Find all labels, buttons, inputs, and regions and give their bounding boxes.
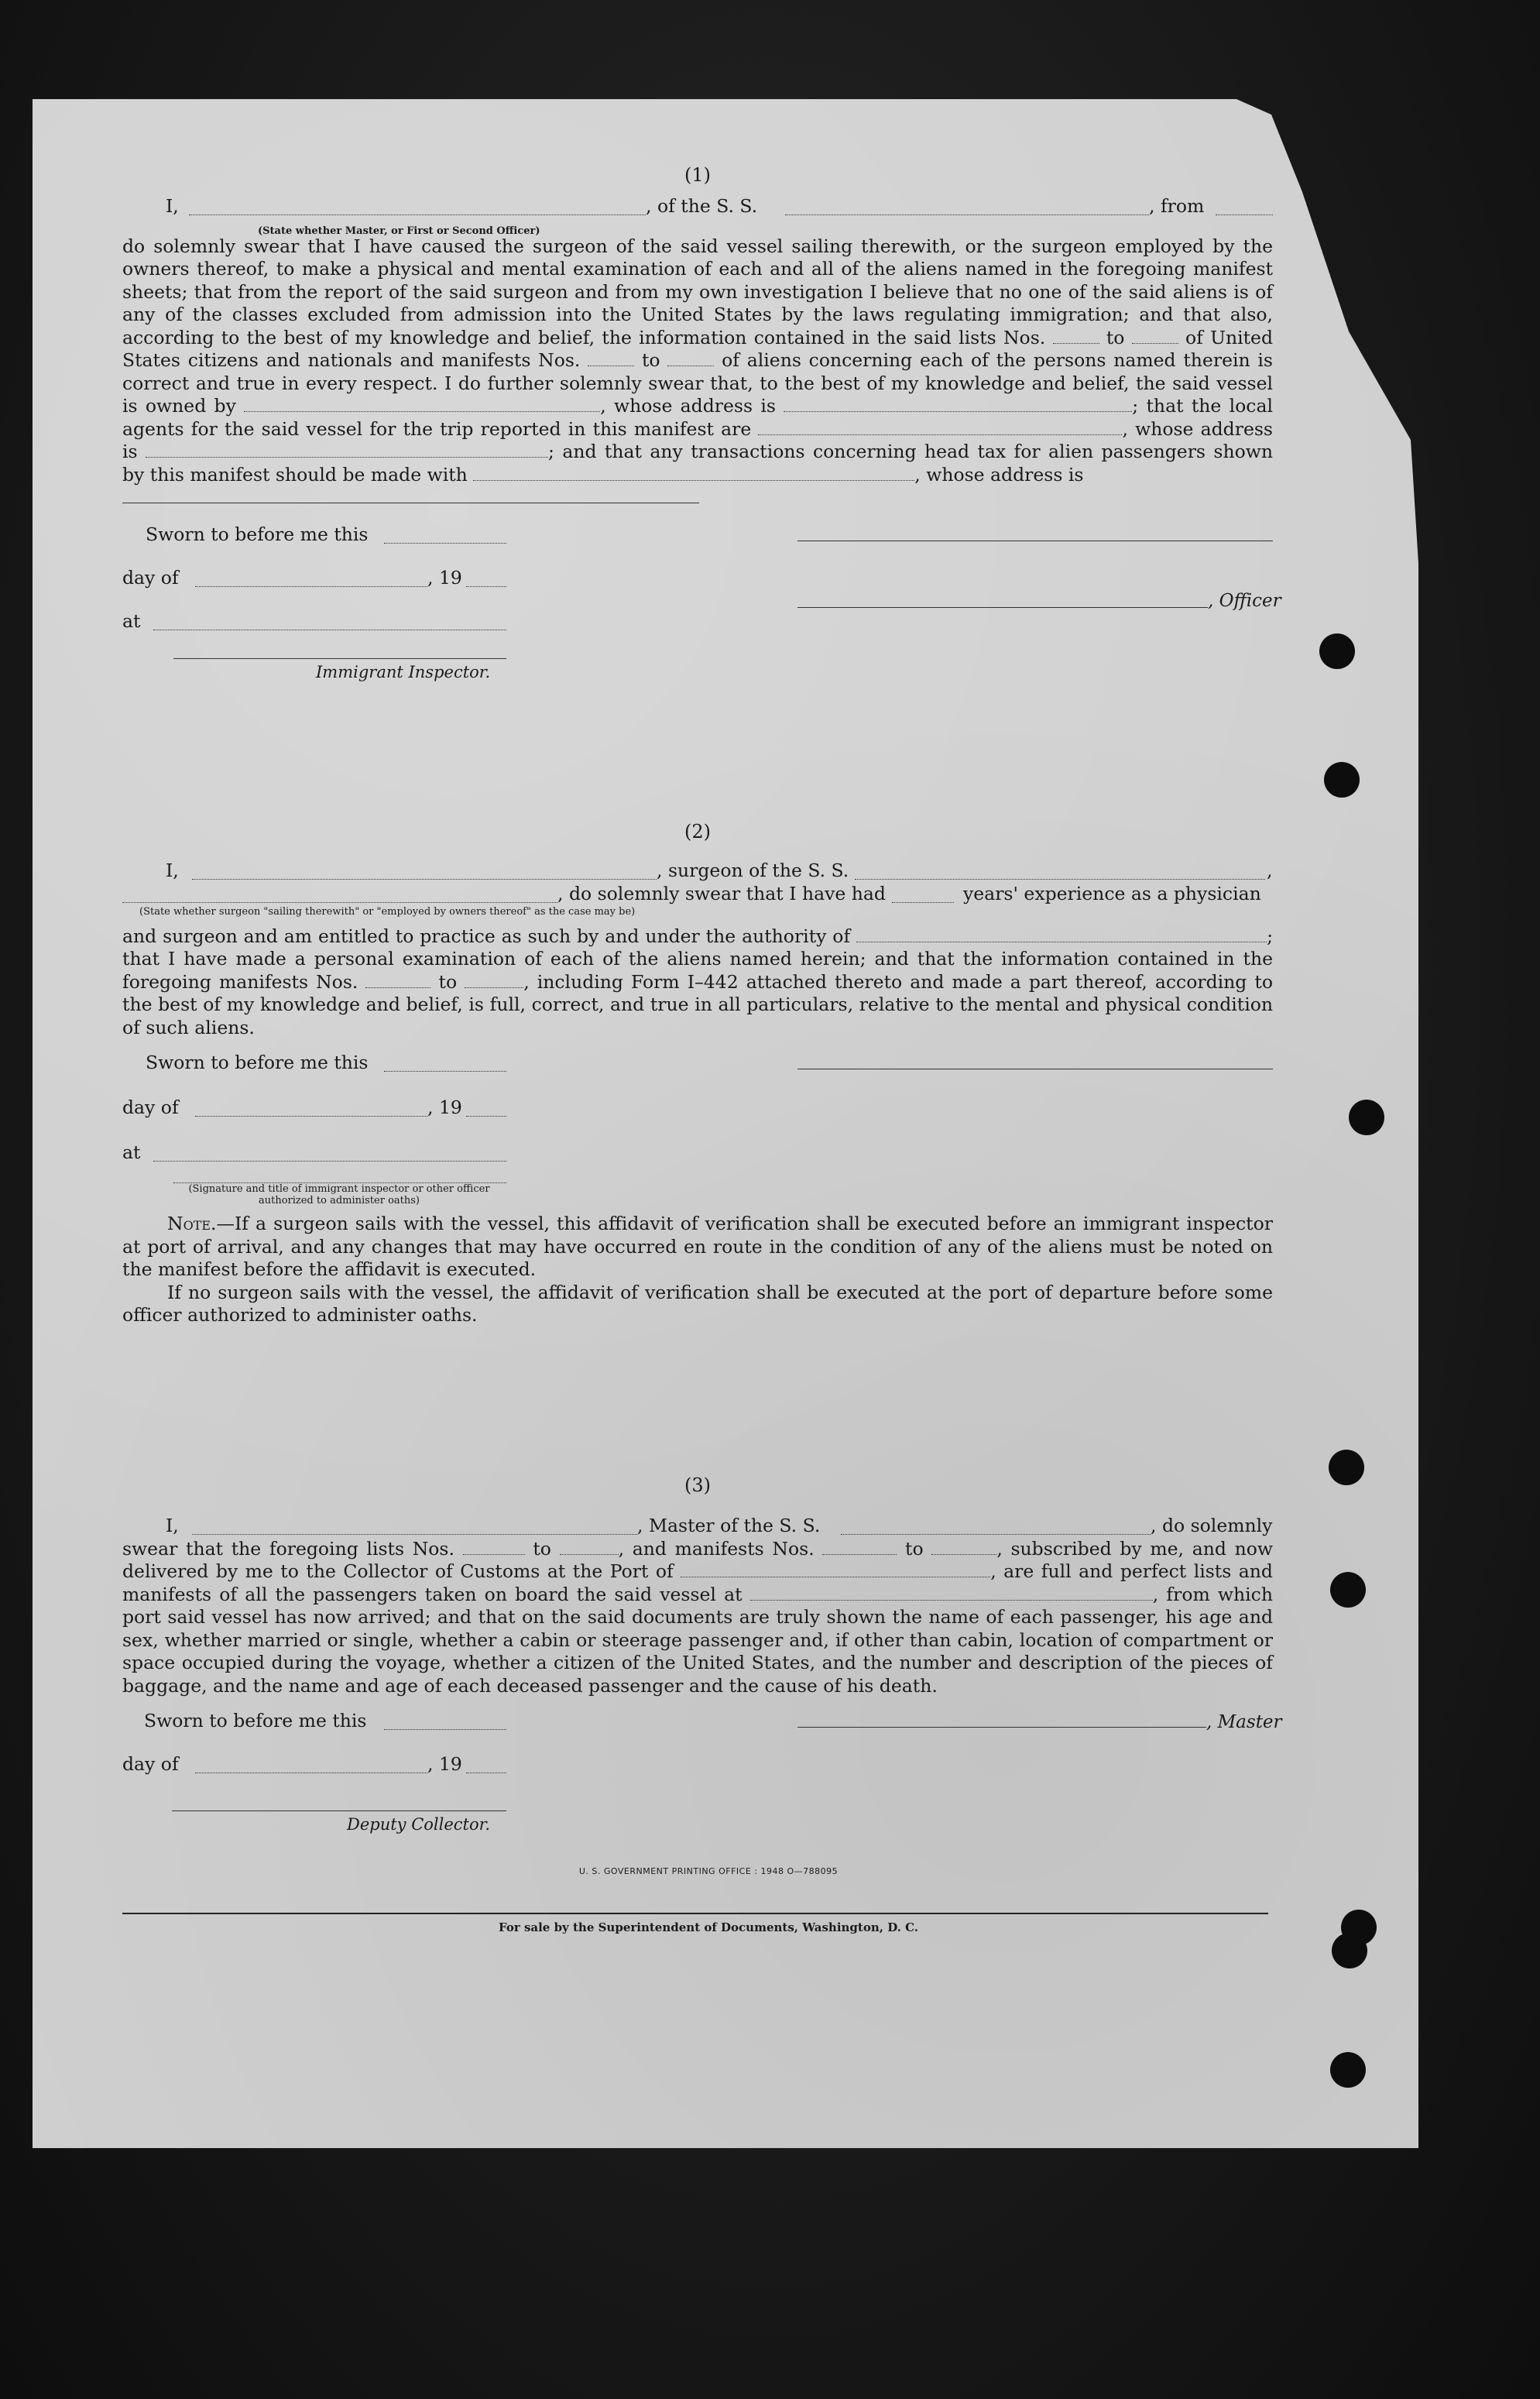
sworn-label: Sworn to before me this — [146, 523, 369, 545]
section-number: (2) — [684, 821, 711, 843]
officer-label: , Officer — [1208, 590, 1281, 611]
day-of-label: day of — [122, 566, 179, 589]
sworn-day-field[interactable] — [384, 542, 506, 544]
section-1-body: do solemnly swear that I have caused the surgeon of the said vessel sailing therewith, or the surgeon employed by the owners thereof, to make a physical and mental examination of each and all of the aliens named in the foregoing manifest sheets; that from the report of the said surgeon and from my own investigation I believe that no one of the said aliens is of any of the classes excluded from admission into the United States by the laws regulating immigration; and that also, according to the best of my knowledge and belief, the information contained in the said lists Nos. to of United States citizens and nationals and manifests Nos. to of aliens concerning each of the persons named therein is correct and true in every respect. I do further solemnly swear that, to the best of my knowledge and belief, the said vessel is owned by , whose address is ; that the local agents for the said vessel for the trip reported in this manifest are , whose address is ; and that any transactions concerning head tax for alien passengers shown by this manifest should be made with , whose address is — [122, 235, 1273, 486]
year-field[interactable] — [466, 585, 506, 587]
footer-rule — [122, 1913, 1268, 1914]
inspector-label: Immigrant Inspector. — [316, 662, 491, 681]
lists-to-field[interactable] — [560, 1553, 619, 1555]
sale-note: For sale by the Superintendent of Documents, Washington, D. C. — [498, 1920, 919, 1934]
lists-from-field[interactable] — [463, 1553, 525, 1555]
label-do-solemnly: , do solemnly — [1151, 1514, 1273, 1536]
at-label: at — [122, 1141, 141, 1163]
owner-field[interactable] — [244, 410, 600, 412]
day-of-label: day of — [122, 1753, 179, 1775]
head-tax-address-field[interactable] — [122, 502, 699, 503]
punch-hole — [1319, 633, 1355, 669]
agents-address-field[interactable] — [146, 456, 548, 458]
punch-hole — [1330, 2052, 1366, 2088]
punch-hole — [1332, 1933, 1367, 1968]
officer-note: (State whether Master, or First or Second Officer) — [258, 225, 540, 237]
master-label: , Master — [1206, 1712, 1282, 1732]
label-of-ss: , of the S. S. — [646, 194, 758, 217]
vessel-name-field[interactable] — [855, 878, 1265, 880]
collector-label: Deputy Collector. — [347, 1815, 491, 1834]
master-signature-line[interactable] — [797, 1727, 1206, 1728]
manifests-from-field[interactable] — [365, 987, 430, 988]
punch-hole — [1349, 1100, 1384, 1135]
master-name-field[interactable] — [192, 1533, 637, 1535]
label-swear-had: , do solemnly swear that I have had — [557, 882, 886, 904]
comma: , — [1267, 859, 1273, 881]
vessel-name-field[interactable] — [841, 1533, 1151, 1535]
section-2 — [122, 821, 1273, 1327]
manifests-to-field[interactable] — [667, 365, 714, 366]
embark-port-field[interactable] — [750, 1599, 1153, 1601]
sworn-day-field[interactable] — [384, 1728, 506, 1730]
from-port-field[interactable] — [1216, 214, 1273, 215]
manifests-to-field[interactable] — [931, 1553, 996, 1555]
gpo-imprint: U. S. GOVERNMENT PRINTING OFFICE : 1948 O—788095 — [578, 1866, 839, 1876]
lists-from-field[interactable] — [1053, 342, 1099, 344]
manifests-from-field[interactable] — [588, 365, 634, 366]
manifests-to-field[interactable] — [465, 987, 523, 988]
sworn-label: Sworn to before me this — [144, 1710, 367, 1731]
year-label: , 19 — [427, 1097, 462, 1118]
section-2-body: and surgeon and am entitled to practice as such by and under the authority of ; that I have made a personal examination of each of the aliens named herein; and that the information contained in the foregoing manifests Nos. to , including Form I–442 attached thereto and made a part thereof, according to the best of my knowledge and belief, is full, correct, and true in all particulars, relative to the mental and physical condition of such aliens. — [122, 925, 1273, 1038]
section-number: (3) — [684, 1474, 711, 1496]
authority-field[interactable] — [856, 941, 1267, 942]
agents-field[interactable] — [758, 434, 1122, 435]
label-i: I, — [166, 194, 179, 217]
inspector-signature-line[interactable] — [173, 658, 506, 659]
label-years-experience: years' experience as a physician — [963, 882, 1261, 904]
note-paragraph-1: Note.—If a surgeon sails with the vessel, this affidavit of verification shall be executed before an immigrant inspector at port of arrival, and any changes that may have occurred en route in the condition of any of the aliens must be noted on the manifest before the affidavit is executed. — [122, 1213, 1273, 1280]
month-field[interactable] — [195, 1772, 427, 1773]
head-tax-field[interactable] — [473, 479, 914, 481]
section-1 — [122, 164, 1281, 683]
surgeon-name-field[interactable] — [192, 878, 657, 880]
year-field[interactable] — [466, 1115, 506, 1117]
surgeon-note: (State whether surgeon "sailing therewith" or "employed by owners thereof" as the case may be) — [139, 905, 636, 918]
sworn-day-field[interactable] — [384, 1070, 506, 1072]
label-master-ss: , Master of the S. S. — [637, 1514, 821, 1536]
punch-hole — [1330, 1572, 1366, 1608]
punch-hole — [1329, 1450, 1364, 1485]
signature-note: (Signature and title of immigrant inspector or other officer authorized to administer oaths) — [188, 1183, 490, 1206]
note-paragraph-2: If no surgeon sails with the vessel, the affidavit of verification shall be executed at the port of departure before some officer authorized to administer oaths. — [122, 1281, 1273, 1326]
month-field[interactable] — [195, 585, 427, 587]
punch-hole — [1324, 762, 1360, 798]
day-of-label: day of — [122, 1097, 179, 1118]
collector-signature-line[interactable] — [172, 1810, 506, 1811]
label-surgeon-ss: , surgeon of the S. S. — [657, 859, 849, 881]
years-field[interactable] — [892, 901, 954, 903]
month-field[interactable] — [195, 1115, 427, 1117]
year-field[interactable] — [466, 1772, 506, 1773]
owner-address-field[interactable] — [784, 410, 1132, 412]
port-field[interactable] — [681, 1576, 990, 1577]
label-i: I, — [166, 1514, 179, 1536]
label-i: I, — [166, 859, 179, 881]
at-place-field[interactable] — [153, 1160, 506, 1162]
section-3-body: swear that the foregoing lists Nos. to , and manifests Nos. to , subscribed by me, and now delivered by me to the Collector of Customs at the Port of , are full and perfect lists and manifests of all the passengers taken on board the said vessel at , from which port said vessel has now arrived; and that on the said documents are truly shown the name of each passenger, his age and sex, whether married or single, whether a cabin or steerage passenger and, if other than cabin, location of compartment or space occupied during the voyage, whether a citizen of the United States, and the number and description of the pieces of baggage, and the name and age of each deceased passenger and the cause of his death. — [122, 1537, 1273, 1697]
vessel-name-field[interactable] — [785, 214, 1149, 215]
year-label: , 19 — [427, 566, 462, 589]
officer-name-field[interactable] — [189, 214, 646, 215]
section-number: (1) — [684, 164, 711, 186]
at-place-field[interactable] — [153, 629, 506, 630]
officer-title-line[interactable] — [797, 607, 1208, 608]
year-label: , 19 — [427, 1753, 462, 1775]
lists-to-field[interactable] — [1132, 342, 1178, 344]
section-3 — [122, 1474, 1282, 1841]
surgeon-type-field[interactable] — [122, 901, 557, 903]
sworn-label: Sworn to before me this — [146, 1052, 369, 1073]
manifests-from-field[interactable] — [822, 1553, 897, 1555]
at-label: at — [122, 609, 141, 632]
label-from: , from — [1149, 194, 1205, 217]
